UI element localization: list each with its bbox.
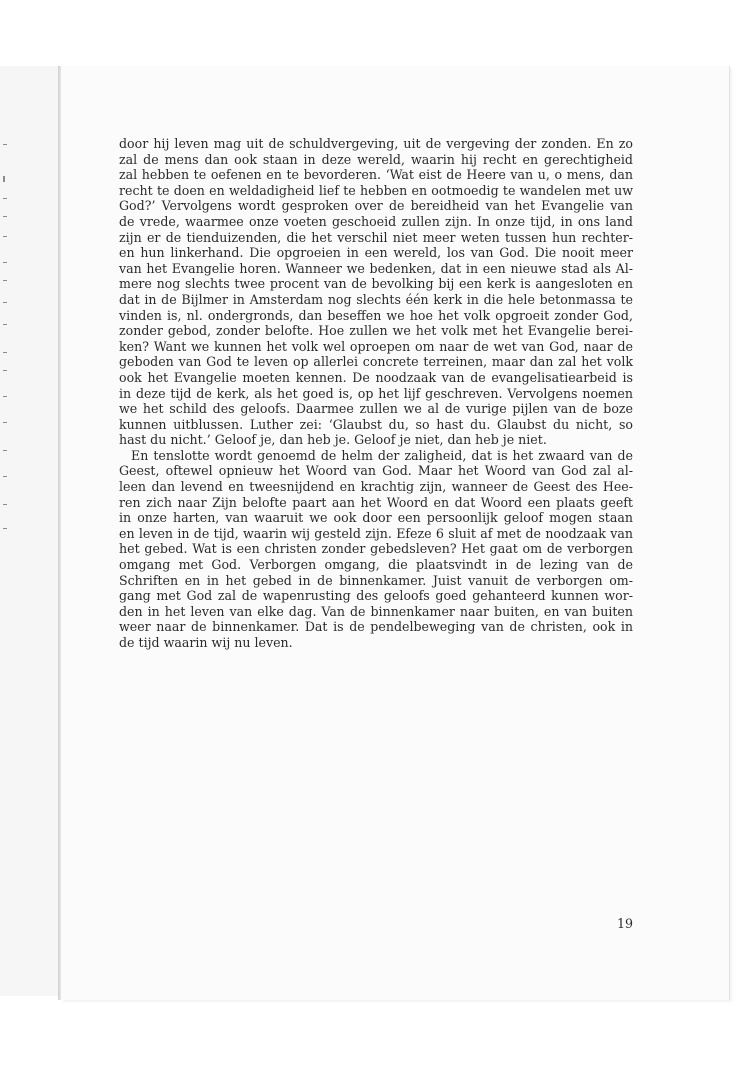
text-line: hast du nicht.’ Geloof je, dan heb je. Geloof je niet, dan heb je niet. [119, 432, 547, 448]
text-line: zonder gebod, zonder belofte. Hoe zullen we het volk met het Evangelie berei- [119, 323, 633, 339]
text-line: omgang met God. Verborgen omgang, die plaatsvindt in de lezing van de [119, 557, 633, 573]
text-line: ren zich naar Zijn belofte paart aan het Woord en dat Woord een plaats geeft [119, 494, 633, 510]
text-line: En tenslotte wordt genoemd de helm der zaligheid, dat is het zwaard van de [131, 447, 633, 463]
body-text [119, 136, 633, 651]
text-line: recht te doen en weldadigheid lief te hebben en ootmoedig te wandelen met uw [119, 182, 633, 198]
text-line: Geest, oftewel opnieuw het Woord van God. Maar het Woord van God zal al- [119, 463, 633, 479]
text-line: in onze harten, van waaruit we ook door een persoonlijk geloof mogen staan [119, 510, 633, 526]
text-line: en hun linkerhand. Die opgroeien in een wereld, los van God. Die nooit meer [119, 245, 633, 261]
text-line: zal de mens dan ook staan in deze wereld, waarin hij recht en gerechtigheid [119, 151, 633, 167]
page-number: 19 [617, 916, 634, 931]
book-page [61, 66, 730, 1000]
text-line: in deze tijd de kerk, als het goed is, op het lijf geschreven. Vervolgens noemen [119, 385, 633, 401]
text-line: zijn er de tienduizenden, die het verschil niet meer weten tussen hun rechter- [119, 229, 633, 245]
text-line: ook het Evangelie moeten kennen. De noodzaak van de evangelisatiearbeid is [119, 369, 633, 385]
text-line: en leven in de tijd, waarin wij gesteld zijn. Efeze 6 sluit af met de noodzaak van [119, 525, 633, 541]
facing-page-margin-marks [0, 66, 10, 996]
text-line: van het Evangelie horen. Wanneer we bedenken, dat in een nieuwe stad als Al- [119, 260, 633, 276]
paragraph-2 [119, 448, 633, 651]
text-line: de vrede, waarmee onze voeten geschoeid zullen zijn. In onze tijd, in ons land [119, 213, 633, 229]
text-line: dat in de Bijlmer in Amsterdam nog slechts één kerk in die hele betonmassa te [119, 291, 633, 307]
text-line: we het schild des geloofs. Daarmee zullen we al de vurige pijlen van de boze [119, 401, 633, 417]
paragraph-1 [119, 136, 633, 448]
text-line: vinden is, nl. ondergronds, dan beseffen we hoe het volk opgroeit zonder God, [119, 307, 633, 323]
text-line: geboden van God te leven op allerlei concrete terreinen, maar dan zal het volk [119, 354, 633, 370]
text-line: de tijd waarin wij nu leven. [119, 635, 293, 650]
text-line: het gebed. Wat is een christen zonder gebedsleven? Het gaat om de verborgen [119, 541, 633, 557]
text-line: ken? Want we kunnen het volk wel oproepen om naar de wet van God, naar de [119, 338, 633, 354]
text-line: mere nog slechts twee procent van de bevolking bij een kerk is aangesloten en [119, 276, 633, 292]
text-line: den in het leven van elke dag. Van de binnenkamer naar buiten, en van buiten [119, 603, 633, 619]
text-line: gang met God zal de wapenrusting des geloofs goed gehanteerd kunnen wor- [119, 588, 633, 604]
facing-page-edge [0, 66, 58, 996]
text-line: Schriften en in het gebed in de binnenkamer. Juist vanuit de verborgen om- [119, 572, 633, 588]
text-line: weer naar de binnenkamer. Dat is de pendelbeweging van de christen, ook in [119, 619, 633, 635]
text-line: door hij leven mag uit de schuldvergeving, uit de vergeving der zonden. En zo [119, 136, 633, 151]
text-line: kunnen uitblussen. Luther zei: ‘Glaubst du, so hast du. Glaubst du nicht, so [119, 416, 633, 432]
text-line: leen dan levend en tweesnijdend en krachtig zijn, wanneer de Geest des Hee- [119, 479, 633, 495]
text-line: zal hebben te oefenen en te bevorderen. ‘Wat eist de Heere van u, o mens, dan [119, 167, 633, 183]
text-line: God?’ Vervolgens wordt gesproken over de bereidheid van het Evangelie van [119, 198, 633, 214]
